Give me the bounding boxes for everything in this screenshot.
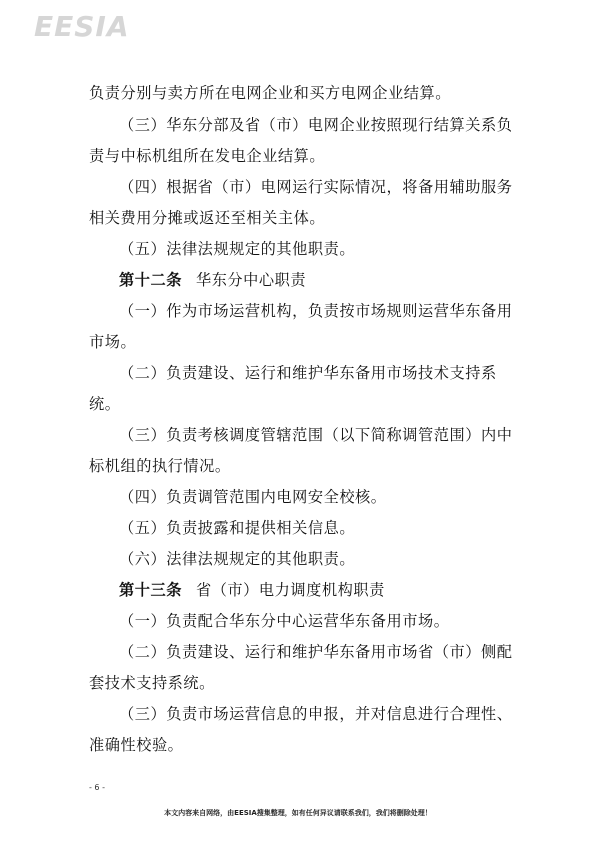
paragraph-line: 市场。 xyxy=(89,333,137,351)
page-number: - 6 - xyxy=(89,783,105,792)
paragraph-line: （五）法律法规规定的其他职责。 xyxy=(119,240,356,258)
paragraph-line: （三）负责考核调度管辖范围（以下简称调管范围）内中 xyxy=(119,426,513,444)
paragraph-line: 套技术支持系统。 xyxy=(89,674,215,692)
paragraph-line: 责与中标机组所在发电企业结算。 xyxy=(89,147,326,165)
article-number: 第十二条 xyxy=(119,271,182,289)
paragraph-line: （一）作为市场运营机构，负责按市场规则运营华东备用 xyxy=(119,302,513,320)
paragraph-line: （二）负责建设、运行和维护华东备用市场省（市）侧配 xyxy=(119,643,513,661)
paragraph-line: （三）负责市场运营信息的申报，并对信息进行合理性、 xyxy=(119,705,513,723)
paragraph-line: 准确性校验。 xyxy=(89,736,184,754)
paragraph-line: （二）负责建设、运行和维护华东备用市场技术支持系 xyxy=(119,364,497,382)
footer-disclaimer: 本文内容来自网络，由EESIA搜集整理，如有任何异议请联系我们，我们将删除处理！ xyxy=(164,809,432,817)
eesia-logo: EESIA xyxy=(34,10,130,43)
paragraph-line: （一）负责配合华东分中心运营华东备用市场。 xyxy=(119,612,450,630)
paragraph-line: （三）华东分部及省（市）电网企业按照现行结算关系负 xyxy=(119,116,513,134)
article-12-heading xyxy=(119,270,306,290)
paragraph-line: （四）负责调管范围内电网安全校核。 xyxy=(119,488,387,506)
paragraph-line: 相关费用分摊或返还至相关主体。 xyxy=(89,209,326,227)
paragraph-line: 标机组的执行情况。 xyxy=(89,457,231,475)
article-number: 第十三条 xyxy=(119,581,182,599)
article-13-heading xyxy=(119,580,385,600)
paragraph-line: 统。 xyxy=(89,395,121,413)
article-title: 省（市）电力调度机构职责 xyxy=(195,581,385,599)
paragraph-line: （四）根据省（市）电网运行实际情况，将备用辅助服务 xyxy=(119,178,513,196)
article-title: 华东分中心职责 xyxy=(195,271,307,289)
paragraph-line: （五）负责披露和提供相关信息。 xyxy=(119,519,356,537)
paragraph-line: （六）法律法规规定的其他职责。 xyxy=(119,550,356,568)
paragraph-line: 负责分别与卖方所在电网企业和买方电网企业结算。 xyxy=(89,84,451,102)
